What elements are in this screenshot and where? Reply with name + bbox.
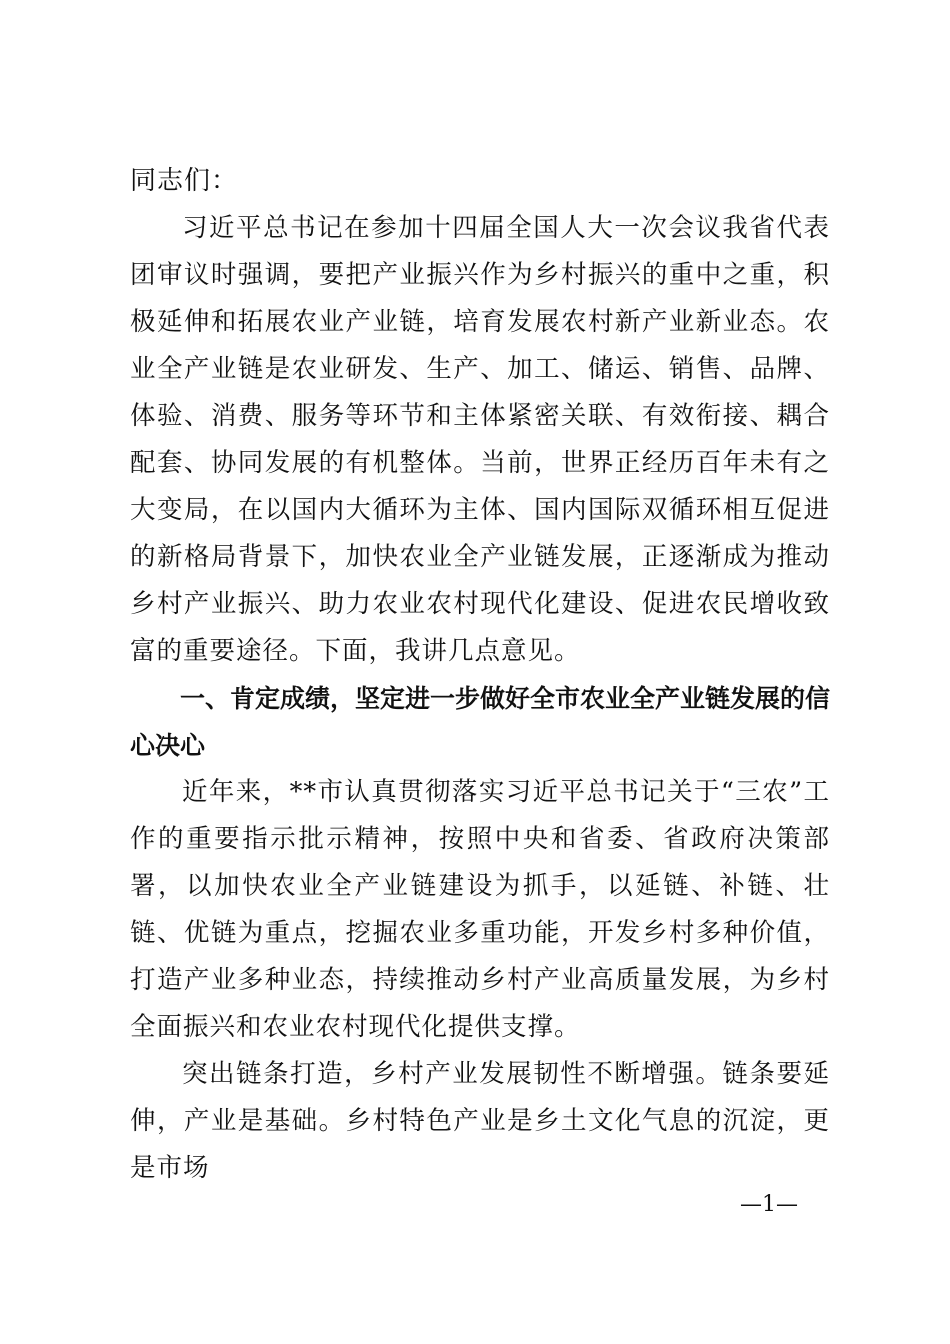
page-number: —1— [740,1192,798,1217]
salutation: 同志们： [130,166,239,196]
section-heading: 一、肯定成绩，坚定进一步做好全市农业全产业链发展的信心决心 [130,684,831,760]
intro-paragraph: 习近平总书记在参加十四届全国人大一次会议我省代表团审议时强调，要把产业振兴作为乡村振兴的重中之重，积极延伸和拓展农业产业链，培育发展农村新产业新业态。农业全产业链是农业研发、生产、加工、储运、销售、品牌、体验、消费、服务等环节和主体紧密关联、有效衔接、耦合配套、协同发展的有机整体。当前，世界正经历百年未有之大变局，在以国内大循环为主体、国内国际双循环相互促进的新格局背景下，加快农业全产业链发展，正逐渐成为推动乡村产业振兴、助力农业农村现代化建设、促进农民增收致富的重要途径。下面，我讲几点意见。 [130,213,830,666]
document-body [130,158,830,1192]
section-paragraph-1: 近年来，**市认真贯彻落实习近平总书记关于“三农”工作的重要指示批示精神，按照中央和省委、省政府决策部署，以加快农业全产业链建设为抓手，以延链、补链、壮链、优链为重点，挖掘农业多重功能，开发乡村多种价值，打造产业多种业态，持续推动乡村产业高质量发展，为乡村全面振兴和农业农村现代化提供支撑。 [130,777,830,1042]
section-paragraph-2: 突出链条打造，乡村产业发展韧性不断增强。链条要延伸，产业是基础。乡村特色产业是乡土文化气息的沉淀，更是市场 [130,1059,830,1183]
